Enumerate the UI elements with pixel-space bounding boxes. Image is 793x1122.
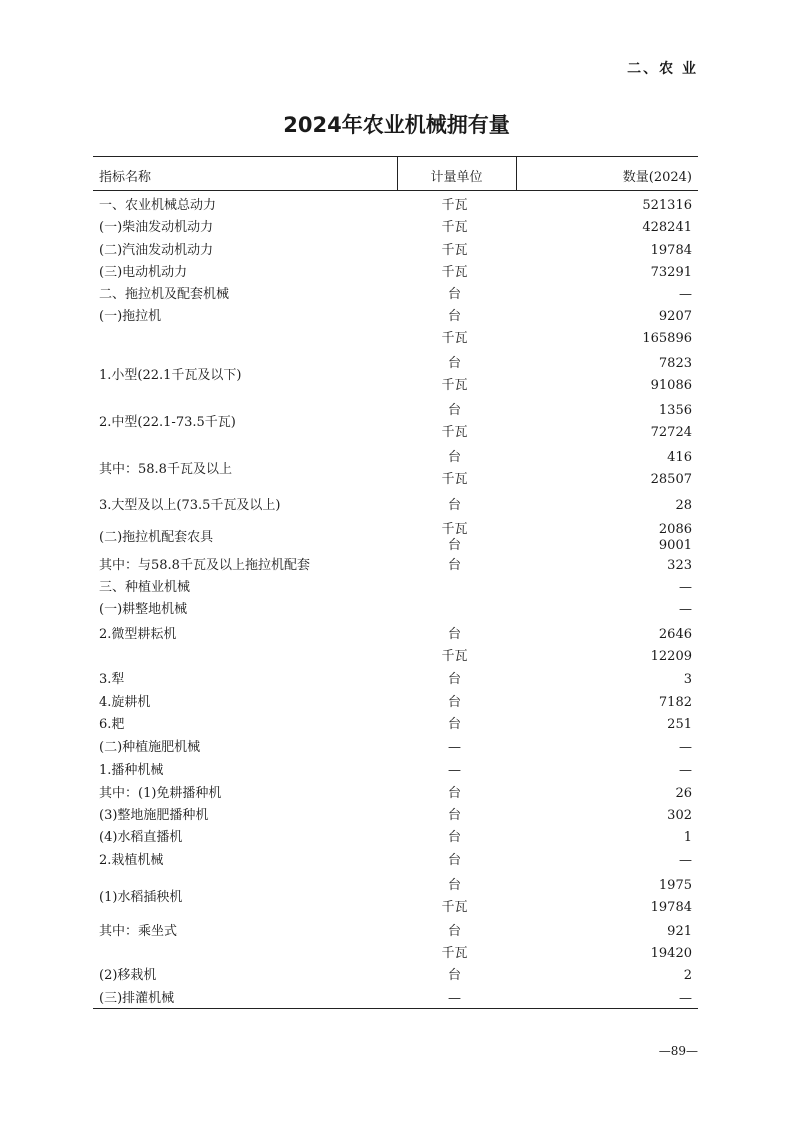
table-cell-name: (三)排灌机械 <box>99 991 175 1006</box>
table-cell-unit: 台 <box>447 853 461 868</box>
table-cell-unit: 台 <box>447 627 461 642</box>
table-cell-unit: 台 <box>447 287 461 302</box>
table-cell-value: 165896 <box>642 331 692 346</box>
table-cell-name: 其中：58.8千瓦及以上 <box>99 462 232 477</box>
table-cell-value: 3 <box>683 672 692 687</box>
table-cell-value: 2 <box>683 968 692 983</box>
table-cell-unit: — <box>448 763 461 778</box>
table-cell-unit: 台 <box>447 695 461 710</box>
table-cell-value: 251 <box>667 717 692 732</box>
table-cell-value: 416 <box>667 450 692 465</box>
table-cell-value: — <box>679 853 692 868</box>
table-cell-name: (一)耕整地机械 <box>99 602 188 617</box>
column-divider <box>516 157 517 190</box>
header-name: 指标名称 <box>99 170 152 185</box>
table-cell-value: 2086 <box>658 522 692 537</box>
table-cell-unit: 台 <box>447 356 461 371</box>
table-cell-unit: 台 <box>447 403 461 418</box>
table-cell-name: (4)水稻直播机 <box>99 830 183 845</box>
table-cell-value: 28 <box>675 498 692 513</box>
table-cell-unit: 台 <box>447 450 461 465</box>
table-cell-unit: 千瓦 <box>441 198 468 213</box>
table-cell-value: — <box>679 287 692 302</box>
table-cell-unit: — <box>448 740 461 755</box>
data-table <box>93 156 698 1009</box>
table-cell-unit: 千瓦 <box>441 425 468 440</box>
table-cell-unit: 台 <box>447 830 461 845</box>
table-header <box>93 157 698 191</box>
table-cell-name: (1)水稻插秧机 <box>99 890 183 905</box>
table-cell-name: (3)整地施肥播种机 <box>99 808 209 823</box>
table-cell-unit: 千瓦 <box>441 472 468 487</box>
table-cell-name: 一、农业机械总动力 <box>99 198 217 213</box>
table-cell-value: — <box>679 740 692 755</box>
table-cell-name: (二)种植施肥机械 <box>99 740 201 755</box>
table-cell-value: — <box>679 602 692 617</box>
table-cell-value: 521316 <box>642 198 692 213</box>
table-cell-value: 1 <box>683 830 692 845</box>
table-cell-unit: 千瓦 <box>441 243 468 258</box>
page-title: 2024年农业机械拥有量 <box>283 113 510 137</box>
header-unit: 计量单位 <box>430 170 483 185</box>
table-cell-value: 323 <box>667 558 692 573</box>
table-cell-name: 其中：(1)免耕播种机 <box>99 786 222 801</box>
page-number: —89— <box>658 1044 698 1058</box>
table-cell-value: 28507 <box>650 472 692 487</box>
table-cell-name: (一)拖拉机 <box>99 309 162 324</box>
table-cell-value: 428241 <box>642 220 692 235</box>
table-cell-value: 1975 <box>658 878 692 893</box>
table-cell-value: 12209 <box>650 649 692 664</box>
table-cell-unit: 台 <box>447 309 461 324</box>
table-cell-value: 19784 <box>650 900 692 915</box>
table-cell-value: 9207 <box>658 309 692 324</box>
table-cell-unit: 台 <box>447 808 461 823</box>
table-cell-value: 7182 <box>658 695 692 710</box>
table-cell-name: 2.栽植机械 <box>99 853 164 868</box>
table-cell-value: — <box>679 763 692 778</box>
header-value: 数量(2024) <box>622 170 692 185</box>
table-cell-name: 2.微型耕耘机 <box>99 627 177 642</box>
table-cell-name: 其中：与58.8千瓦及以上拖拉机配套 <box>99 558 310 573</box>
table-cell-unit: 台 <box>447 672 461 687</box>
table-cell-unit: 千瓦 <box>441 900 468 915</box>
table-cell-unit: 千瓦 <box>441 522 468 537</box>
table-cell-name: 3.大型及以上(73.5千瓦及以上) <box>99 498 281 513</box>
table-cell-value: — <box>679 580 692 595</box>
table-cell-value: 26 <box>675 786 692 801</box>
table-cell-value: 7823 <box>658 356 692 371</box>
table-cell-unit: 千瓦 <box>441 331 468 346</box>
table-cell-value: 73291 <box>650 265 692 280</box>
table-cell-name: (三)电动机动力 <box>99 265 188 280</box>
table-cell-unit: 千瓦 <box>441 378 468 393</box>
table-cell-value: 1356 <box>658 403 692 418</box>
table-cell-name: (2)移栽机 <box>99 968 157 983</box>
table-cell-name: 2.中型(22.1-73.5千瓦) <box>99 415 236 430</box>
table-cell-value: 72724 <box>650 425 692 440</box>
table-cell-value: 9001 <box>658 538 692 553</box>
table-cell-value: — <box>679 991 692 1006</box>
table-cell-unit: 台 <box>447 786 461 801</box>
table-cell-value: 921 <box>667 924 692 939</box>
table-cell-unit: 台 <box>447 538 461 553</box>
table-cell-value: 19784 <box>650 243 692 258</box>
table-cell-name: (二)汽油发动机动力 <box>99 243 214 258</box>
table-cell-unit: 千瓦 <box>441 946 468 961</box>
table-cell-value: 2646 <box>658 627 692 642</box>
table-cell-unit: 台 <box>447 558 461 573</box>
table-cell-value: 302 <box>667 808 692 823</box>
table-cell-unit: 台 <box>447 878 461 893</box>
table-cell-name: 1.播种机械 <box>99 763 164 778</box>
table-cell-unit: 千瓦 <box>441 220 468 235</box>
table-cell-name: (二)拖拉机配套农具 <box>99 530 214 545</box>
table-cell-unit: 千瓦 <box>441 265 468 280</box>
table-cell-name: 6.耙 <box>99 717 125 732</box>
table-cell-name: 3.犁 <box>99 672 125 687</box>
table-cell-name: 三、种植业机械 <box>99 580 191 595</box>
table-cell-name: 1.小型(22.1千瓦及以下) <box>99 368 242 383</box>
table-cell-name: (一)柴油发动机动力 <box>99 220 214 235</box>
table-body <box>93 191 698 1008</box>
section-tag: 二、农 业 <box>627 61 698 77</box>
table-cell-unit: — <box>448 991 461 1006</box>
table-cell-value: 91086 <box>650 378 692 393</box>
table-cell-unit: 台 <box>447 968 461 983</box>
table-cell-value: 19420 <box>650 946 692 961</box>
table-cell-name: 其中：乘坐式 <box>99 924 178 939</box>
table-cell-name: 二、拖拉机及配套机械 <box>99 287 230 302</box>
table-cell-unit: 台 <box>447 498 461 513</box>
table-cell-unit: 千瓦 <box>441 649 468 664</box>
table-cell-name: 4.旋耕机 <box>99 695 151 710</box>
table-cell-unit: 台 <box>447 924 461 939</box>
table-cell-unit: 台 <box>447 717 461 732</box>
